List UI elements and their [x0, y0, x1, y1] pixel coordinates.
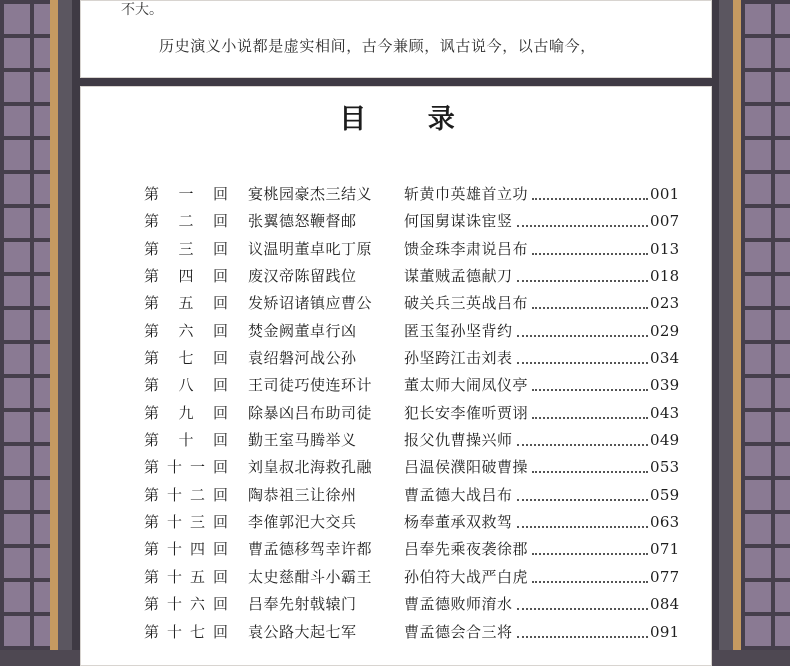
- dot-leader: [517, 362, 648, 364]
- chapter-number: [144, 290, 228, 317]
- chapter-number-char: 三: [189, 513, 205, 532]
- dot-leader: [532, 417, 648, 419]
- chapter-title-first: 勤王室马腾举义: [248, 431, 357, 450]
- chapter-number-char: 第: [144, 485, 160, 504]
- chapter-number-char: 五: [189, 567, 205, 586]
- page-number: 053: [650, 458, 680, 477]
- chapter-number: [144, 263, 228, 290]
- dot-leader: [517, 280, 648, 282]
- page-number: 043: [650, 403, 680, 422]
- chapter-title-first: 废汉帝陈留践位: [248, 267, 357, 286]
- chapter-title-second: 孙坚跨江击刘表: [404, 349, 513, 368]
- chapter-title-second: 破关兵三英战吕布: [404, 294, 529, 313]
- toc-row: [144, 427, 684, 454]
- page-number: 018: [650, 267, 680, 286]
- chapter-title-second: 杨奉董承双救驾: [404, 513, 513, 532]
- chapter-number-char: 四: [189, 540, 205, 559]
- page-number: 059: [650, 485, 680, 504]
- chapter-number-char: 回: [212, 622, 228, 641]
- page-number: 001: [650, 185, 680, 203]
- chapter-number: [144, 208, 228, 235]
- chapter-number-char: 回: [212, 595, 228, 614]
- chapter-number-char: 六: [189, 595, 205, 614]
- chapter-title-second: 何国舅谋诛宦竖: [404, 212, 513, 231]
- dot-leader: [532, 471, 648, 473]
- chapter-number-char: 七: [178, 349, 194, 368]
- page-number: 049: [650, 431, 680, 450]
- brick-wall-left: [0, 0, 50, 650]
- brick-wall-right: [741, 0, 790, 650]
- page-number: 029: [650, 321, 680, 340]
- chapter-title-first: 宴桃园豪杰三结义: [248, 185, 373, 203]
- toc-row: [144, 564, 684, 591]
- chapter-number-char: 回: [212, 212, 228, 231]
- dot-leader: [517, 225, 648, 227]
- chapter-number-char: 回: [212, 185, 228, 203]
- chapter-title-second: 孙伯符大战严白虎: [404, 567, 529, 586]
- chapter-number-char: 回: [212, 267, 228, 286]
- chapter-number-char: 三: [178, 239, 194, 258]
- chapter-number-char: 第: [144, 185, 160, 203]
- dot-leader: [517, 444, 648, 446]
- toc-row: [144, 619, 684, 646]
- chapter-number-char: 回: [212, 403, 228, 422]
- chapter-number-char: 二: [189, 485, 205, 504]
- chapter-number: [144, 236, 228, 263]
- toc-row: [144, 400, 684, 427]
- toc-row: [144, 290, 684, 317]
- chapter-number: [144, 564, 228, 591]
- frame-gray-left: [58, 0, 72, 650]
- chapter-number-char: 第: [144, 267, 160, 286]
- chapter-number: [144, 536, 228, 563]
- chapter-title-second: 斩黄巾英雄首立功: [404, 185, 529, 203]
- chapter-number: [144, 318, 228, 345]
- chapter-number-char: 第: [144, 403, 160, 422]
- toc-row: [144, 454, 684, 481]
- chapter-number-char: 四: [178, 267, 194, 286]
- chapter-title-first: 吕奉先射戟辕门: [248, 595, 357, 614]
- previous-page-snippet: [80, 0, 712, 78]
- chapter-number: [144, 181, 228, 208]
- page-number: 013: [650, 239, 680, 258]
- toc-row: [144, 345, 684, 372]
- dot-leader: [532, 581, 648, 583]
- page-number: 063: [650, 513, 680, 532]
- dot-leader: [517, 526, 648, 528]
- chapter-number-char: 回: [212, 485, 228, 504]
- chapter-number: [144, 509, 228, 536]
- page-number: 034: [650, 349, 680, 368]
- page-number: 071: [650, 540, 680, 559]
- chapter-title-second: 谋董贼孟德献刀: [404, 267, 513, 286]
- chapter-title-first: 刘皇叔北海救孔融: [248, 458, 373, 477]
- chapter-number-char: 第: [144, 595, 160, 614]
- chapter-number-char: 第: [144, 622, 160, 641]
- dot-leader: [532, 553, 648, 555]
- chapter-number-char: 回: [212, 376, 228, 395]
- page-number: 007: [650, 212, 680, 231]
- chapter-number-char: 第: [144, 513, 160, 532]
- chapter-number: [144, 591, 228, 618]
- chapter-title-first: 王司徒巧使连环计: [248, 376, 373, 395]
- toc-row: [144, 509, 684, 536]
- chapter-title-second: 匿玉玺孙坚背约: [404, 321, 513, 340]
- chapter-number-char: 七: [189, 622, 205, 641]
- frame-gold-left: [50, 0, 58, 650]
- chapter-number: [144, 400, 228, 427]
- chapter-number-char: 十: [166, 540, 182, 559]
- chapter-number-char: 十: [166, 595, 182, 614]
- tail-text: 不大。: [121, 2, 163, 18]
- chapter-number-char: 二: [178, 212, 194, 231]
- chapter-number-char: 十: [166, 622, 182, 641]
- chapter-number-char: 回: [212, 513, 228, 532]
- chapter-title-first: 陶恭祖三让徐州: [248, 485, 357, 504]
- frame-gray-right: [719, 0, 733, 650]
- intro-text: 历史演义小说都是虚实相间，古今兼顾，讽古说今，以古喻今，: [159, 37, 596, 55]
- chapter-title-second: 曹孟德败师淯水: [404, 595, 513, 614]
- chapter-number: [144, 619, 228, 646]
- page-number: 077: [650, 567, 680, 586]
- dot-leader: [517, 335, 648, 337]
- chapter-number-char: 第: [144, 321, 160, 340]
- chapter-number-char: 六: [178, 321, 194, 340]
- toc-row: [144, 181, 684, 208]
- chapter-number-char: 回: [212, 239, 228, 258]
- dot-leader: [517, 608, 648, 610]
- toc-row: [144, 236, 684, 263]
- chapter-number-char: 第: [144, 540, 160, 559]
- chapter-title-second: 吕奉先乘夜袭徐郡: [404, 540, 529, 559]
- chapter-number-char: 十: [166, 567, 182, 586]
- toc-title: 目 录: [339, 104, 481, 135]
- toc-row: [144, 263, 684, 290]
- chapter-title-second: 曹孟德大战吕布: [404, 485, 513, 504]
- chapter-title-first: 议温明董卓叱丁原: [248, 239, 373, 258]
- chapter-number: [144, 345, 228, 372]
- chapter-number-char: 十: [178, 431, 194, 450]
- chapter-title-first: 张翼德怒鞭督邮: [248, 212, 357, 231]
- chapter-title-second: 曹孟德会合三将: [404, 622, 513, 641]
- toc-row: [144, 208, 684, 235]
- chapter-number-char: 十: [166, 485, 182, 504]
- dot-leader: [517, 499, 648, 501]
- toc-row: [144, 536, 684, 563]
- chapter-number-char: 第: [144, 239, 160, 258]
- toc-list: [144, 181, 684, 646]
- chapter-number-char: 回: [212, 567, 228, 586]
- chapter-title-first: 袁绍磐河战公孙: [248, 349, 357, 368]
- chapter-title-second: 吕温侯濮阳破曹操: [404, 458, 529, 477]
- chapter-number-char: 回: [212, 458, 228, 477]
- dot-leader: [532, 253, 648, 255]
- dot-leader: [517, 636, 648, 638]
- chapter-number: [144, 454, 228, 481]
- chapter-title-first: 焚金阙董卓行凶: [248, 321, 357, 340]
- chapter-title-second: 馈金珠李肃说吕布: [404, 239, 529, 258]
- chapter-number-char: 第: [144, 376, 160, 395]
- page-number: 084: [650, 595, 680, 614]
- chapter-number-char: 第: [144, 431, 160, 450]
- chapter-title-second: 犯长安李傕听贾诩: [404, 403, 529, 422]
- page-number: 023: [650, 294, 680, 313]
- chapter-number-char: 第: [144, 294, 160, 313]
- dot-leader: [532, 307, 648, 309]
- chapter-number-char: 十: [166, 513, 182, 532]
- chapter-title-first: 袁公路大起七军: [248, 622, 357, 641]
- chapter-number-char: 回: [212, 349, 228, 368]
- toc-row: [144, 482, 684, 509]
- chapter-number-char: 回: [212, 321, 228, 340]
- chapter-title-first: 太史慈酣斗小霸王: [248, 567, 373, 586]
- chapter-number-char: 回: [212, 431, 228, 450]
- page-number: 039: [650, 376, 680, 395]
- chapter-number-char: 一: [178, 185, 194, 203]
- chapter-number-char: 五: [178, 294, 194, 313]
- chapter-number-char: 一: [189, 458, 205, 477]
- dot-leader: [532, 389, 648, 391]
- chapter-number-char: 回: [212, 540, 228, 559]
- chapter-title-second: 董太师大闹凤仪亭: [404, 376, 529, 395]
- chapter-number-char: 第: [144, 349, 160, 368]
- frame-gold-right: [733, 0, 741, 650]
- table-of-contents-page: [80, 86, 712, 666]
- chapter-number-char: 八: [178, 376, 194, 395]
- dot-leader: [532, 198, 648, 200]
- chapter-number-char: 第: [144, 458, 160, 477]
- toc-row: [144, 591, 684, 618]
- chapter-number: [144, 372, 228, 399]
- chapter-number: [144, 427, 228, 454]
- toc-row: [144, 318, 684, 345]
- chapter-number-char: 十: [166, 458, 182, 477]
- chapter-title-first: 李傕郭汜大交兵: [248, 513, 357, 532]
- chapter-title-first: 曹孟德移驾幸许都: [248, 540, 373, 559]
- toc-row: [144, 372, 684, 399]
- chapter-title-first: 除暴凶吕布助司徒: [248, 403, 373, 422]
- chapter-number-char: 回: [212, 294, 228, 313]
- chapter-number-char: 第: [144, 212, 160, 231]
- chapter-number: [144, 482, 228, 509]
- chapter-title-second: 报父仇曹操兴师: [404, 431, 513, 450]
- chapter-number-char: 九: [178, 403, 194, 422]
- chapter-title-first: 发矫诏诸镇应曹公: [248, 294, 373, 313]
- chapter-number-char: 第: [144, 567, 160, 586]
- page-number: 091: [650, 622, 680, 641]
